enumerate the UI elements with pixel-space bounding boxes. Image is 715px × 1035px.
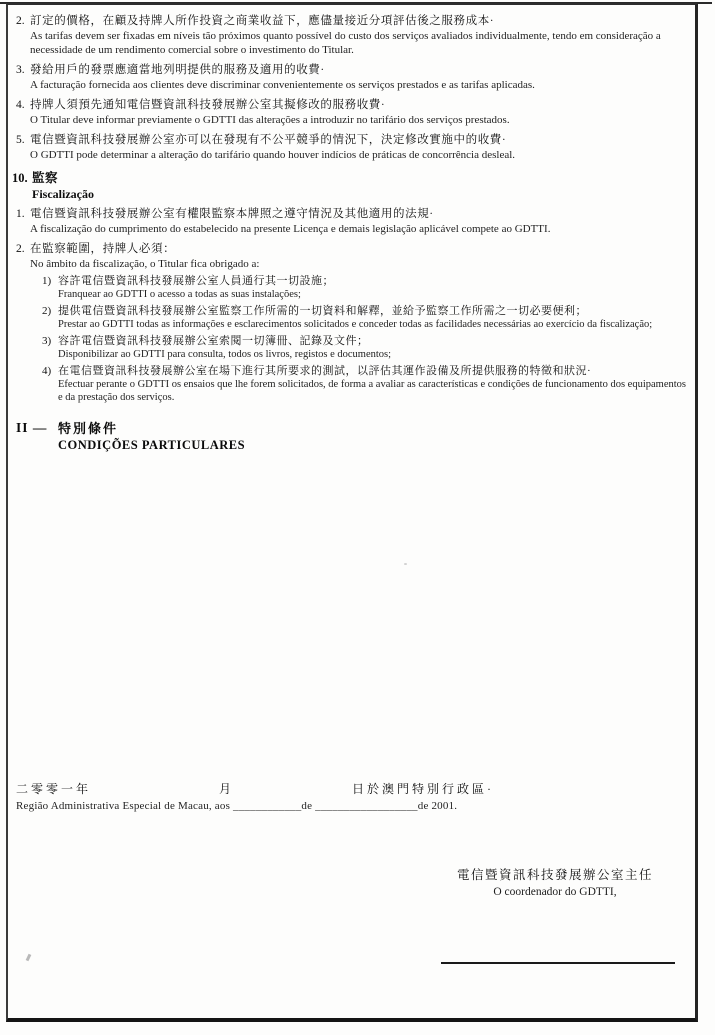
clause-number: 2.: [16, 243, 25, 255]
fiscalizacao-item-1: [16, 206, 688, 236]
signatory-title-zh: 電信暨資訊科技發展辦公室主任: [456, 868, 653, 882]
section-title-pt: Fiscalização: [32, 187, 94, 201]
clause-number: 4.: [16, 99, 25, 111]
subitem-text-pt: Franquear ao GDTTI o acesso a todas as suas instalações;: [58, 289, 301, 300]
subitem-4: [42, 364, 688, 404]
part-ii-title-pt: CONDIÇÕES PARTICULARES: [58, 438, 246, 452]
subitem-number: 3): [42, 335, 52, 347]
clause-number: 3.: [16, 64, 25, 76]
subitem-2: [42, 304, 688, 331]
clause-text-zh: 電信暨資訊科技發展辦公室有權限監察本牌照之遵守情況及其他適用的法規·: [30, 208, 434, 220]
clause-text-zh: 電信暨資訊科技發展辦公室亦可以在發現有不公平競爭的情況下，決定修改實施中的收費·: [30, 134, 507, 146]
subitem-text-zh: 容許電信暨資訊科技發展辦公室人員通行其一切設施；: [58, 275, 334, 287]
part-ii-roman-numeral: II —: [16, 420, 48, 435]
date-line-pt: Região Administrativa Especial de Macau, aos ____________de __________________de 2001.: [16, 800, 458, 812]
section-10-heading: [12, 170, 688, 202]
date-rest-zh: 日於澳門特別行政區·: [352, 782, 495, 796]
clause-text-pt: A fiscalização do cumprimento do estabelecido na presente Licença e demais legislação aplicável compete ao GDTTI.: [30, 223, 551, 235]
clause-text-zh: 持牌人須預先通知電信暨資訊科技發展辦公室其擬修改的服務收費·: [30, 99, 386, 111]
section-number: 10.: [12, 171, 28, 185]
document-body: [12, 13, 688, 453]
subitem-text-zh: 在電信暨資訊科技發展辦公室在場下進行其所要求的測試，以評估其運作設備及所提供服務的特徵和狀況·: [58, 365, 592, 377]
clause-text-zh: 在監察範圍，持牌人必須：: [30, 243, 176, 255]
subitem-1: [42, 274, 688, 301]
date-year-zh: 二零零一年: [16, 782, 92, 796]
clause-item-4: [16, 97, 688, 127]
date-line: [16, 781, 676, 814]
signature-block: [420, 866, 690, 900]
clause-text-zh: 發給用戶的發票應適當地列明提供的服務及適用的收費·: [30, 64, 325, 76]
signature-line: [441, 962, 675, 964]
date-month-zh: 月: [219, 782, 235, 796]
subitem-number: 2): [42, 305, 52, 317]
subitem-text-zh: 容許電信暨資訊科技發展辦公室索閱一切簿冊、記錄及文件；: [58, 335, 369, 347]
subitem-text-pt: Efectuar perante o GDTTI os ensaios que lhe forem solicitados, de forma a avaliar as características e condições de funcionamento dos equipamentos e da prestação dos serviços.: [58, 379, 687, 403]
clause-number: 2.: [16, 15, 25, 27]
clause-text-zh: 訂定的價格，在顧及持牌人所作投資之商業收益下，應儘量接近分項評估後之服務成本·: [30, 15, 495, 27]
part-ii-heading: [16, 420, 688, 453]
clause-text-pt: As tarifas devem ser fixadas em níveis tão próximos quanto possível do custo dos serviços avaliados individualmente, tendo em consideração a necessidade de um rendimento comercial sobre o investimento do Titular.: [30, 30, 661, 56]
scan-speck: [404, 563, 407, 565]
clause-text-pt: A facturação fornecida aos clientes deve discriminar convenientemente os serviços prestados e as tarifas aplicadas.: [30, 79, 535, 91]
subitem-text-zh: 提供電信暨資訊科技發展辦公室監察工作所需的一切資料和解釋，並給予監察工作所需之一切必要便利；: [58, 305, 587, 317]
part-ii-title-zh: 特別條件: [58, 421, 119, 436]
subitem-text-pt: Prestar ao GDTTI todas as informações e esclarecimentos solicitados e conceder todas as facilidades necessárias ao exercício da fiscalização;: [58, 319, 653, 330]
subitem-number: 4): [42, 365, 52, 377]
clause-item-2: [16, 13, 688, 57]
clause-text-pt: O GDTTI pode determinar a alteração do tarifário quando houver indícios de práticas de concorrência desleal.: [30, 149, 516, 161]
fiscalizacao-subitems: [42, 274, 688, 404]
section-title-zh: 監察: [32, 171, 59, 185]
clause-number: 1.: [16, 208, 25, 220]
clause-item-3: [16, 62, 688, 92]
signatory-title-pt: O coordenador do GDTTI,: [493, 886, 617, 898]
fiscalizacao-item-2: [16, 241, 688, 404]
subitem-3: [42, 334, 688, 361]
clause-text-pt: O Titular deve informar previamente o GDTTI das alterações a introduzir no tarifário dos serviços prestados.: [30, 114, 510, 126]
subitem-text-pt: Disponibilizar ao GDTTI para consulta, todos os livros, registos e documentos;: [58, 349, 392, 360]
clause-item-5: [16, 132, 688, 162]
subitem-number: 1): [42, 275, 52, 287]
clause-number: 5.: [16, 134, 25, 146]
clause-text-pt: No âmbito da fiscalização, o Titular fica obrigado a:: [30, 258, 260, 270]
